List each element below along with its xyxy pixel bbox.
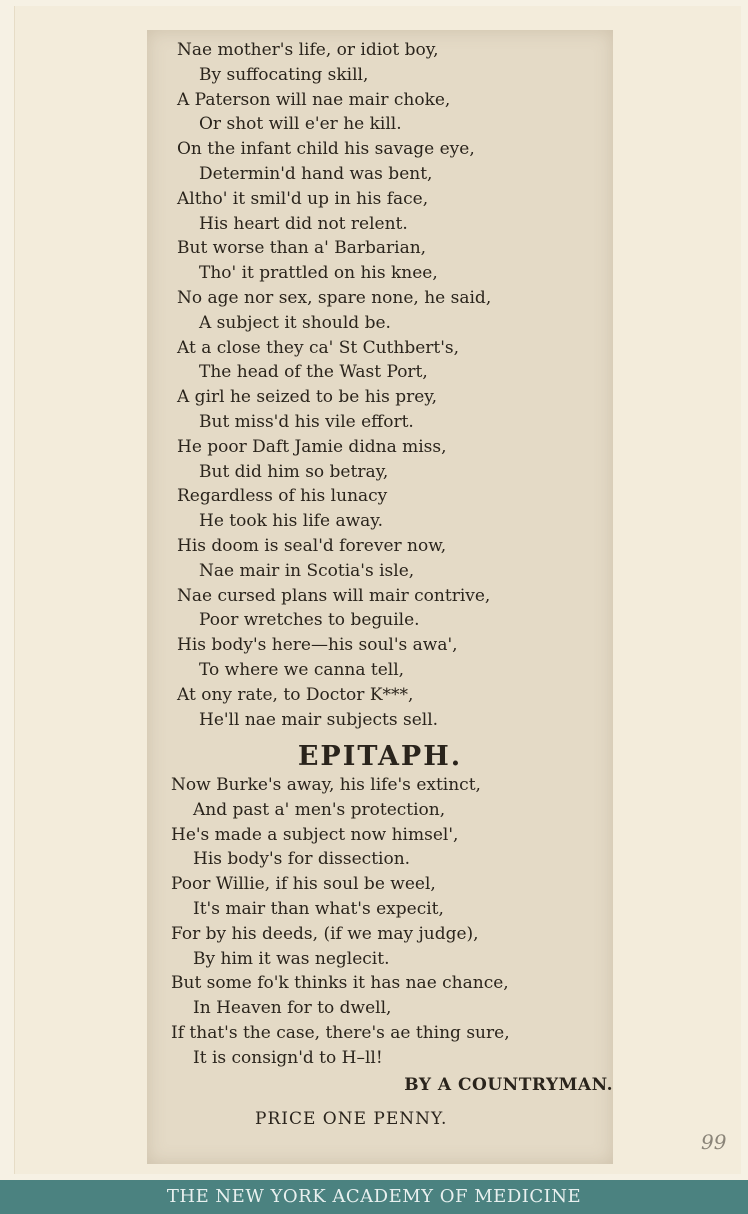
verse-line: Now Burke's away, his life's extinct, <box>171 775 481 795</box>
document-page <box>14 6 741 1174</box>
verse-line: Nae mother's life, or idiot boy, <box>177 40 439 60</box>
verse-line: He took his life away. <box>199 511 384 532</box>
verse-line: In Heaven for to dwell, <box>193 998 392 1019</box>
verse-line: He poor Daft Jamie didna miss, <box>177 436 447 457</box>
verse-line: For by his deeds, (if we may judge), <box>171 923 479 944</box>
verse-line: It is consign'd to H–ll! <box>193 1047 383 1068</box>
verse-line: A subject it should be. <box>199 312 391 333</box>
verse-line: At ony rate, to Doctor K***, <box>177 684 414 705</box>
verse-line: His heart did not relent. <box>199 213 408 234</box>
verse-line: He's made a subject now himsel', <box>171 824 459 845</box>
author-signature: BY A COUNTRYMAN. <box>404 1075 613 1095</box>
verse-line: Nae mair in Scotia's isle, <box>199 560 415 581</box>
verse-line: Or shot will e'er he kill. <box>199 114 402 135</box>
verse-line: By him it was neglecit. <box>193 948 390 969</box>
verse-line: A girl he seized to be his prey, <box>177 387 438 408</box>
verse-line: It's mair than what's expecit, <box>193 898 444 919</box>
verse-line: No age nor sex, spare none, he said, <box>177 287 492 308</box>
verse-line: Regardless of his lunacy <box>177 486 388 507</box>
verse-line: Determin'd hand was bent, <box>199 163 433 184</box>
stanza-1 <box>147 38 613 732</box>
verse-line: At a close they ca' St Cuthbert's, <box>177 337 460 358</box>
verse-line: On the infant child his savage eye, <box>177 139 475 160</box>
page-number: 99 <box>701 1130 727 1154</box>
stanza-2 <box>147 773 613 1071</box>
verse-line: Altho' it smil'd up in his face, <box>177 188 429 209</box>
verse-line: To where we canna tell, <box>199 659 405 680</box>
verse-line: But miss'd his vile effort. <box>199 411 414 432</box>
verse-line: Poor wretches to beguile. <box>199 610 420 631</box>
verse-line: By suffocating skill, <box>199 64 369 85</box>
verse-line: If that's the case, there's ae thing sure, <box>171 1022 510 1043</box>
verse-line: Poor Willie, if his soul be weel, <box>171 874 436 895</box>
epitaph-heading: EPITAPH. <box>297 741 463 772</box>
verse-line: His body's for dissection. <box>193 849 411 870</box>
verse-line: A Paterson will nae mair choke, <box>177 89 451 110</box>
verse-line: But worse than a' Barbarian, <box>177 238 427 259</box>
verse-line: And past a' men's protection, <box>193 799 446 820</box>
verse-line: The head of the Wast Port, <box>199 362 428 383</box>
verse-line: Tho' it prattled on his knee, <box>199 263 438 284</box>
institution-footer: THE NEW YORK ACADEMY OF MEDICINE <box>0 1180 748 1214</box>
verse-line: His body's here—his soul's awa', <box>177 635 458 656</box>
price-line: PRICE ONE PENNY. <box>255 1109 448 1129</box>
broadside-clipping <box>147 30 613 1164</box>
verse-line: He'll nae mair subjects sell. <box>199 709 439 730</box>
verse-line: Nae cursed plans will mair contrive, <box>177 585 491 606</box>
verse-line: But did him so betray, <box>199 461 389 482</box>
verse-line: But some fo'k thinks it has nae chance, <box>171 973 509 994</box>
verse-line: His doom is seal'd forever now, <box>177 535 447 556</box>
